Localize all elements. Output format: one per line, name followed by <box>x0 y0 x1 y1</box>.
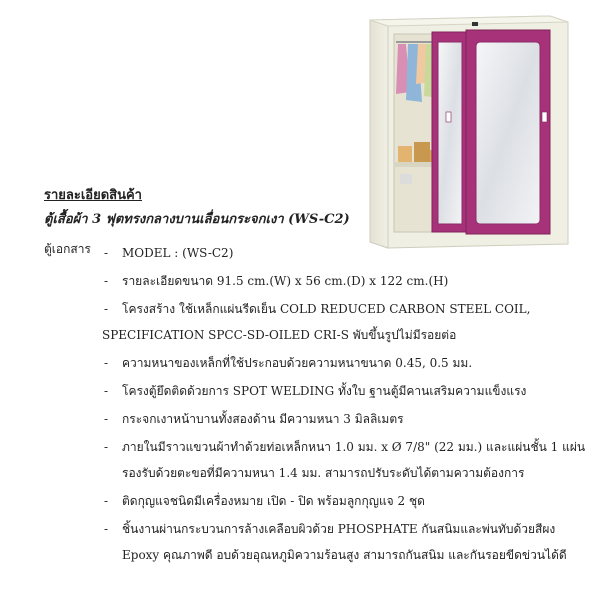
spec-line: ภายในมีราวแขวนผ้าทำด้วยท่อเหล็กหนา 1.0 มม. x Ø 7/8" (22 มม.) และแผ่นชั้น 1 แผ่น <box>122 440 586 454</box>
bullet-dash: - <box>104 302 109 316</box>
bullet-dash: - <box>104 494 109 508</box>
category-label: ตู้เอกสาร <box>44 242 91 256</box>
spec-line: รายละเอียดขนาด 91.5 cm.(W) x 56 cm.(D) x 122 cm.(H) <box>122 274 449 288</box>
wardrobe-image <box>360 12 570 250</box>
product-title: ตู้เสื้อผ้า 3 ฟุตทรงกลางบานเลื่อนกระจกเงา (WS-C2) <box>44 212 350 227</box>
bullet-dash: - <box>104 412 109 426</box>
spec-line: ความหนาของเหล็กที่ใช้ประกอบด้วยความหนาขนาด 0.45, 0.5 มม. <box>122 356 473 370</box>
spec-item <box>102 434 586 486</box>
spec-item <box>102 488 572 514</box>
spec-item <box>102 516 572 568</box>
spec-item <box>102 240 572 266</box>
spec-item <box>102 350 572 376</box>
spec-line: โครงสร้าง ใช้เหล็กแผ่นรีดเย็น COLD REDUCED CARBON STEEL COIL, <box>122 302 531 316</box>
bullet-dash: - <box>104 384 109 398</box>
spec-item <box>102 296 572 348</box>
spec-line: รองรับด้วยตะขอที่มีความหนา 1.4 มม. สามารถปรับระดับได้ตามความต้องการ <box>122 466 525 480</box>
spec-line: Epoxy คุณภาพดี อบด้วยอุณหภูมิความร้อนสูง สามารถกันสนิม และกันรอยขีดข่วนได้ดี <box>122 548 567 562</box>
spec-item <box>102 268 572 294</box>
bullet-dash: - <box>104 274 109 288</box>
bullet-dash: - <box>104 522 109 536</box>
spec-item <box>102 378 572 404</box>
bullet-dash: - <box>104 246 109 260</box>
section-title: รายละเอียดสินค้า <box>44 188 142 203</box>
spec-item <box>102 406 572 432</box>
spec-line: ชิ้นงานผ่านกระบวนการล้างเคลือบผิวด้วย PHOSPHATE กันสนิมและพ่นทับด้วยสีผง <box>122 522 556 536</box>
bullet-dash: - <box>104 440 109 454</box>
spec-line: กระจกเงาหน้าบานทั้งสองด้าน มีความหนา 3 มิลลิเมตร <box>122 412 404 426</box>
bullet-dash: - <box>104 356 109 370</box>
spec-line: MODEL : (WS-C2) <box>122 246 234 260</box>
spec-line: SPECIFICATION SPCC-SD-OILED CRI-S พับขึ้นรูปไม่มีรอยต่อ <box>102 328 457 342</box>
spec-list <box>102 240 586 568</box>
spec-line: ติดกุญแจชนิดมีเครื่องหมาย เปิด - ปิด พร้อมลูกกุญแจ 2 ชุด <box>122 494 425 508</box>
spec-line: โครงตู้ยึดติดด้วยการ SPOT WELDING ทั้งใบ ฐานตู้มีคานเสริมความแข็งแรง <box>122 384 527 398</box>
